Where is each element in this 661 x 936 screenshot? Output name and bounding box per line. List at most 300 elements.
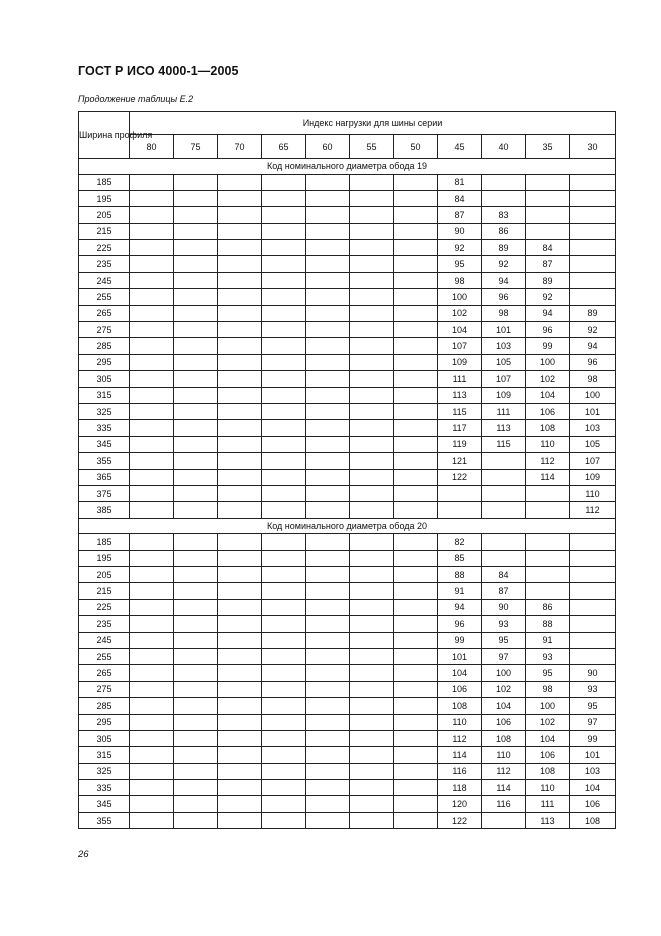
load-index-cell: 92 <box>526 289 570 305</box>
load-index-cell <box>482 453 526 469</box>
section-header-row <box>79 159 616 175</box>
load-index-cell: 107 <box>570 453 616 469</box>
width-cell: 245 <box>79 272 130 288</box>
load-index-cell <box>350 763 394 779</box>
load-index-cell <box>130 550 174 566</box>
load-index-cell <box>306 305 350 321</box>
load-index-cell <box>306 550 350 566</box>
load-index-cell <box>394 763 438 779</box>
table-row <box>79 763 616 779</box>
load-index-cell <box>394 338 438 354</box>
load-index-cell: 102 <box>526 714 570 730</box>
table-row <box>79 272 616 288</box>
load-index-cell <box>394 322 438 338</box>
load-index-cell <box>130 747 174 763</box>
load-index-cell <box>438 502 482 518</box>
width-cell: 295 <box>79 354 130 370</box>
load-index-cell <box>350 469 394 485</box>
load-index-cell <box>262 190 306 206</box>
load-index-cell: 82 <box>438 534 482 550</box>
load-index-cell <box>262 681 306 697</box>
load-index-cell <box>306 272 350 288</box>
load-index-cell <box>130 338 174 354</box>
series-col-header: 60 <box>306 135 350 159</box>
load-index-cell: 92 <box>570 322 616 338</box>
load-index-cell: 105 <box>482 354 526 370</box>
load-index-cell <box>306 469 350 485</box>
load-index-cell <box>570 648 616 664</box>
load-index-cell <box>218 502 262 518</box>
load-index-cell <box>394 387 438 403</box>
load-index-cell <box>130 780 174 796</box>
load-index-cell <box>526 223 570 239</box>
load-index-cell <box>130 648 174 664</box>
load-index-cell <box>218 174 262 190</box>
load-index-cell <box>350 812 394 828</box>
load-index-cell <box>218 550 262 566</box>
load-index-cell <box>218 780 262 796</box>
load-index-cell: 111 <box>526 796 570 812</box>
load-index-cell <box>350 648 394 664</box>
load-index-cell: 87 <box>438 207 482 223</box>
load-index-cell <box>526 534 570 550</box>
load-index-cell <box>394 632 438 648</box>
load-index-cell: 112 <box>482 763 526 779</box>
width-cell: 275 <box>79 322 130 338</box>
load-index-cell <box>262 812 306 828</box>
load-index-cell <box>350 730 394 746</box>
load-index-cell <box>350 747 394 763</box>
load-index-cell: 102 <box>482 681 526 697</box>
load-index-cell: 103 <box>570 763 616 779</box>
table-row <box>79 665 616 681</box>
load-index-cell <box>174 698 218 714</box>
load-index-cell <box>130 796 174 812</box>
load-index-cell <box>130 632 174 648</box>
load-index-cell <box>218 256 262 272</box>
load-index-cell <box>262 240 306 256</box>
load-index-cell <box>526 485 570 501</box>
load-index-cell: 94 <box>570 338 616 354</box>
load-index-cell <box>394 485 438 501</box>
load-index-cell <box>130 583 174 599</box>
load-index-cell <box>394 240 438 256</box>
load-index-cell <box>306 420 350 436</box>
load-index-cell: 114 <box>438 747 482 763</box>
load-index-cell: 99 <box>570 730 616 746</box>
load-index-cell <box>130 223 174 239</box>
load-index-cell <box>306 714 350 730</box>
load-index-cell <box>174 354 218 370</box>
load-index-cell <box>350 502 394 518</box>
load-index-cell: 93 <box>482 616 526 632</box>
load-index-cell <box>218 665 262 681</box>
table-row <box>79 223 616 239</box>
load-index-cell: 95 <box>570 698 616 714</box>
load-index-cell <box>570 534 616 550</box>
width-cell: 335 <box>79 780 130 796</box>
table-row <box>79 354 616 370</box>
table-row <box>79 190 616 206</box>
load-index-cell: 96 <box>438 616 482 632</box>
load-index-cell <box>482 174 526 190</box>
load-index-cell <box>218 763 262 779</box>
load-index-cell <box>262 747 306 763</box>
load-index-cell <box>306 616 350 632</box>
load-index-cell <box>394 371 438 387</box>
load-index-cell <box>570 566 616 582</box>
section-title: Код номинального диаметра обода 20 <box>79 518 616 534</box>
load-index-cell <box>306 632 350 648</box>
load-index-cell <box>262 207 306 223</box>
load-index-cell <box>306 566 350 582</box>
load-index-cell: 98 <box>526 681 570 697</box>
load-index-cell <box>306 665 350 681</box>
load-index-cell: 81 <box>438 174 482 190</box>
load-index-cell <box>130 665 174 681</box>
load-index-cell <box>306 174 350 190</box>
load-index-cell <box>306 338 350 354</box>
load-index-cell <box>350 322 394 338</box>
section-title: Код номинального диаметра обода 19 <box>79 159 616 175</box>
width-cell: 215 <box>79 223 130 239</box>
width-cell: 335 <box>79 420 130 436</box>
load-index-cell <box>174 174 218 190</box>
load-index-cell <box>394 453 438 469</box>
load-index-cell: 96 <box>570 354 616 370</box>
load-index-cell <box>526 207 570 223</box>
load-index-cell <box>482 812 526 828</box>
load-index-cell <box>306 322 350 338</box>
load-index-cell: 103 <box>482 338 526 354</box>
load-index-cell <box>174 387 218 403</box>
load-index-cell: 101 <box>570 747 616 763</box>
load-index-cell <box>394 550 438 566</box>
load-index-cell <box>174 485 218 501</box>
load-index-cell <box>570 616 616 632</box>
load-index-cell <box>570 583 616 599</box>
load-index-cell <box>174 305 218 321</box>
load-index-cell: 98 <box>438 272 482 288</box>
load-index-cell: 122 <box>438 469 482 485</box>
width-cell: 265 <box>79 305 130 321</box>
load-index-cell <box>130 616 174 632</box>
load-index-cell <box>174 240 218 256</box>
table-row <box>79 207 616 223</box>
width-cell: 265 <box>79 665 130 681</box>
load-index-cell <box>174 322 218 338</box>
load-index-cell <box>262 469 306 485</box>
load-index-cell: 109 <box>482 387 526 403</box>
load-index-cell <box>394 289 438 305</box>
load-index-cell: 112 <box>438 730 482 746</box>
load-index-cell <box>570 272 616 288</box>
load-index-cell <box>218 403 262 419</box>
table-row <box>79 453 616 469</box>
load-index-cell <box>130 436 174 452</box>
load-index-cell <box>174 747 218 763</box>
page-number: 26 <box>78 849 89 860</box>
load-index-cell <box>350 338 394 354</box>
load-index-cell: 83 <box>482 207 526 223</box>
load-index-cell: 104 <box>526 730 570 746</box>
load-index-cell <box>130 714 174 730</box>
load-index-cell: 104 <box>438 322 482 338</box>
load-index-cell <box>262 305 306 321</box>
load-index-cell <box>394 502 438 518</box>
load-index-cell <box>174 403 218 419</box>
load-index-cell <box>130 420 174 436</box>
load-index-cell <box>174 272 218 288</box>
load-index-cell <box>394 583 438 599</box>
load-index-cell <box>262 632 306 648</box>
load-index-cell <box>482 485 526 501</box>
load-index-cell: 86 <box>482 223 526 239</box>
load-index-cell: 88 <box>438 566 482 582</box>
load-index-cell <box>350 698 394 714</box>
table-row <box>79 681 616 697</box>
load-index-cell <box>174 289 218 305</box>
load-index-table <box>78 111 616 829</box>
load-index-cell <box>262 665 306 681</box>
load-index-cell <box>394 681 438 697</box>
load-index-cell <box>306 485 350 501</box>
load-index-cell: 106 <box>570 796 616 812</box>
series-col-header: 75 <box>174 135 218 159</box>
load-index-cell <box>306 354 350 370</box>
width-cell: 215 <box>79 583 130 599</box>
load-index-cell: 116 <box>482 796 526 812</box>
load-index-cell <box>218 583 262 599</box>
load-index-cell <box>130 256 174 272</box>
table-row <box>79 583 616 599</box>
load-index-cell <box>130 599 174 615</box>
load-index-cell <box>130 289 174 305</box>
load-index-cell <box>174 665 218 681</box>
table-row <box>79 420 616 436</box>
load-index-cell: 84 <box>526 240 570 256</box>
load-index-cell <box>394 780 438 796</box>
width-cell: 305 <box>79 371 130 387</box>
load-index-cell <box>174 371 218 387</box>
table-row <box>79 387 616 403</box>
series-col-header: 40 <box>482 135 526 159</box>
load-index-cell: 104 <box>482 698 526 714</box>
series-col-header: 55 <box>350 135 394 159</box>
table-row <box>79 616 616 632</box>
load-index-cell: 90 <box>570 665 616 681</box>
load-index-cell <box>262 763 306 779</box>
load-index-cell <box>174 469 218 485</box>
width-cell: 305 <box>79 730 130 746</box>
table-row <box>79 469 616 485</box>
series-col-header: 70 <box>218 135 262 159</box>
load-index-cell <box>262 780 306 796</box>
load-index-cell <box>350 534 394 550</box>
load-index-cell <box>262 583 306 599</box>
load-index-cell: 99 <box>526 338 570 354</box>
load-index-cell <box>306 698 350 714</box>
load-index-cell: 102 <box>438 305 482 321</box>
load-index-cell <box>262 648 306 664</box>
load-index-cell <box>306 190 350 206</box>
load-index-cell <box>350 796 394 812</box>
table-row <box>79 174 616 190</box>
load-index-cell: 110 <box>570 485 616 501</box>
load-index-cell: 95 <box>482 632 526 648</box>
load-index-cell <box>262 485 306 501</box>
load-index-cell: 98 <box>482 305 526 321</box>
width-cell: 325 <box>79 763 130 779</box>
load-index-cell <box>306 453 350 469</box>
load-index-cell <box>350 403 394 419</box>
series-col-header: 45 <box>438 135 482 159</box>
table-row <box>79 780 616 796</box>
load-index-cell <box>526 583 570 599</box>
load-index-cell: 87 <box>526 256 570 272</box>
load-index-cell: 86 <box>526 599 570 615</box>
load-index-cell <box>174 648 218 664</box>
width-header: Ширина профиля <box>79 112 130 159</box>
load-index-cell <box>174 190 218 206</box>
load-index-cell <box>130 453 174 469</box>
load-index-cell: 110 <box>526 780 570 796</box>
load-index-cell <box>218 354 262 370</box>
load-index-cell <box>174 566 218 582</box>
load-index-cell: 109 <box>438 354 482 370</box>
load-index-cell: 84 <box>438 190 482 206</box>
load-index-cell <box>482 190 526 206</box>
load-index-cell <box>570 240 616 256</box>
load-index-cell <box>350 453 394 469</box>
load-index-cell <box>438 485 482 501</box>
load-index-cell: 112 <box>570 502 616 518</box>
load-index-cell <box>526 174 570 190</box>
width-cell: 225 <box>79 240 130 256</box>
load-index-cell: 115 <box>482 436 526 452</box>
series-header-row <box>79 135 616 159</box>
load-index-cell <box>482 534 526 550</box>
load-index-cell: 103 <box>570 420 616 436</box>
width-cell: 245 <box>79 632 130 648</box>
table-row <box>79 403 616 419</box>
load-index-cell <box>218 698 262 714</box>
load-index-cell: 100 <box>526 354 570 370</box>
load-index-cell: 111 <box>482 403 526 419</box>
load-index-cell <box>262 387 306 403</box>
load-index-cell <box>218 648 262 664</box>
load-index-cell: 95 <box>438 256 482 272</box>
load-index-cell: 101 <box>570 403 616 419</box>
load-index-cell: 108 <box>526 763 570 779</box>
load-index-cell <box>130 272 174 288</box>
width-cell: 255 <box>79 289 130 305</box>
load-index-cell: 108 <box>526 420 570 436</box>
load-index-cell <box>262 566 306 582</box>
load-index-cell <box>350 387 394 403</box>
load-index-cell <box>218 240 262 256</box>
load-index-cell <box>130 485 174 501</box>
load-index-cell: 112 <box>526 453 570 469</box>
load-index-cell <box>262 289 306 305</box>
load-index-cell <box>306 207 350 223</box>
load-index-cell <box>350 354 394 370</box>
load-index-cell <box>218 207 262 223</box>
load-index-cell <box>174 338 218 354</box>
load-index-cell <box>394 796 438 812</box>
load-index-cell <box>218 599 262 615</box>
table-row <box>79 240 616 256</box>
width-cell: 205 <box>79 207 130 223</box>
load-index-cell <box>350 190 394 206</box>
load-index-cell <box>306 256 350 272</box>
load-index-cell <box>130 305 174 321</box>
load-index-cell <box>262 714 306 730</box>
load-index-cell <box>130 322 174 338</box>
width-cell: 355 <box>79 453 130 469</box>
load-index-cell: 96 <box>482 289 526 305</box>
load-index-cell <box>130 371 174 387</box>
load-index-cell: 111 <box>438 371 482 387</box>
load-index-cell <box>174 714 218 730</box>
load-index-cell <box>570 550 616 566</box>
load-index-cell <box>570 190 616 206</box>
load-index-cell <box>394 305 438 321</box>
load-index-cell <box>218 387 262 403</box>
width-cell: 385 <box>79 502 130 518</box>
load-index-cell <box>262 534 306 550</box>
load-index-cell <box>570 174 616 190</box>
width-cell: 235 <box>79 616 130 632</box>
width-cell: 195 <box>79 190 130 206</box>
load-index-cell <box>526 550 570 566</box>
load-index-cell <box>306 648 350 664</box>
load-index-cell <box>262 256 306 272</box>
load-index-cell: 93 <box>570 681 616 697</box>
load-index-cell: 87 <box>482 583 526 599</box>
table-row <box>79 599 616 615</box>
load-index-cell <box>394 812 438 828</box>
load-index-cell <box>350 240 394 256</box>
width-cell: 315 <box>79 387 130 403</box>
load-index-cell <box>306 763 350 779</box>
load-index-cell <box>394 272 438 288</box>
load-index-cell <box>482 469 526 485</box>
load-index-cell <box>218 322 262 338</box>
load-index-cell: 114 <box>482 780 526 796</box>
load-index-cell: 115 <box>438 403 482 419</box>
section-header-row <box>79 518 616 534</box>
load-index-cell <box>570 256 616 272</box>
load-index-cell <box>306 796 350 812</box>
load-index-cell <box>218 730 262 746</box>
load-index-cell: 94 <box>482 272 526 288</box>
load-index-cell <box>130 174 174 190</box>
load-index-cell <box>218 796 262 812</box>
load-index-cell <box>218 338 262 354</box>
load-index-cell <box>526 190 570 206</box>
load-index-cell: 89 <box>526 272 570 288</box>
load-index-cell <box>306 812 350 828</box>
load-index-cell <box>350 632 394 648</box>
load-index-cell <box>394 190 438 206</box>
table-row <box>79 305 616 321</box>
width-cell: 185 <box>79 534 130 550</box>
load-index-cell <box>174 599 218 615</box>
load-index-cell: 108 <box>438 698 482 714</box>
load-index-cell <box>218 747 262 763</box>
table-row <box>79 730 616 746</box>
